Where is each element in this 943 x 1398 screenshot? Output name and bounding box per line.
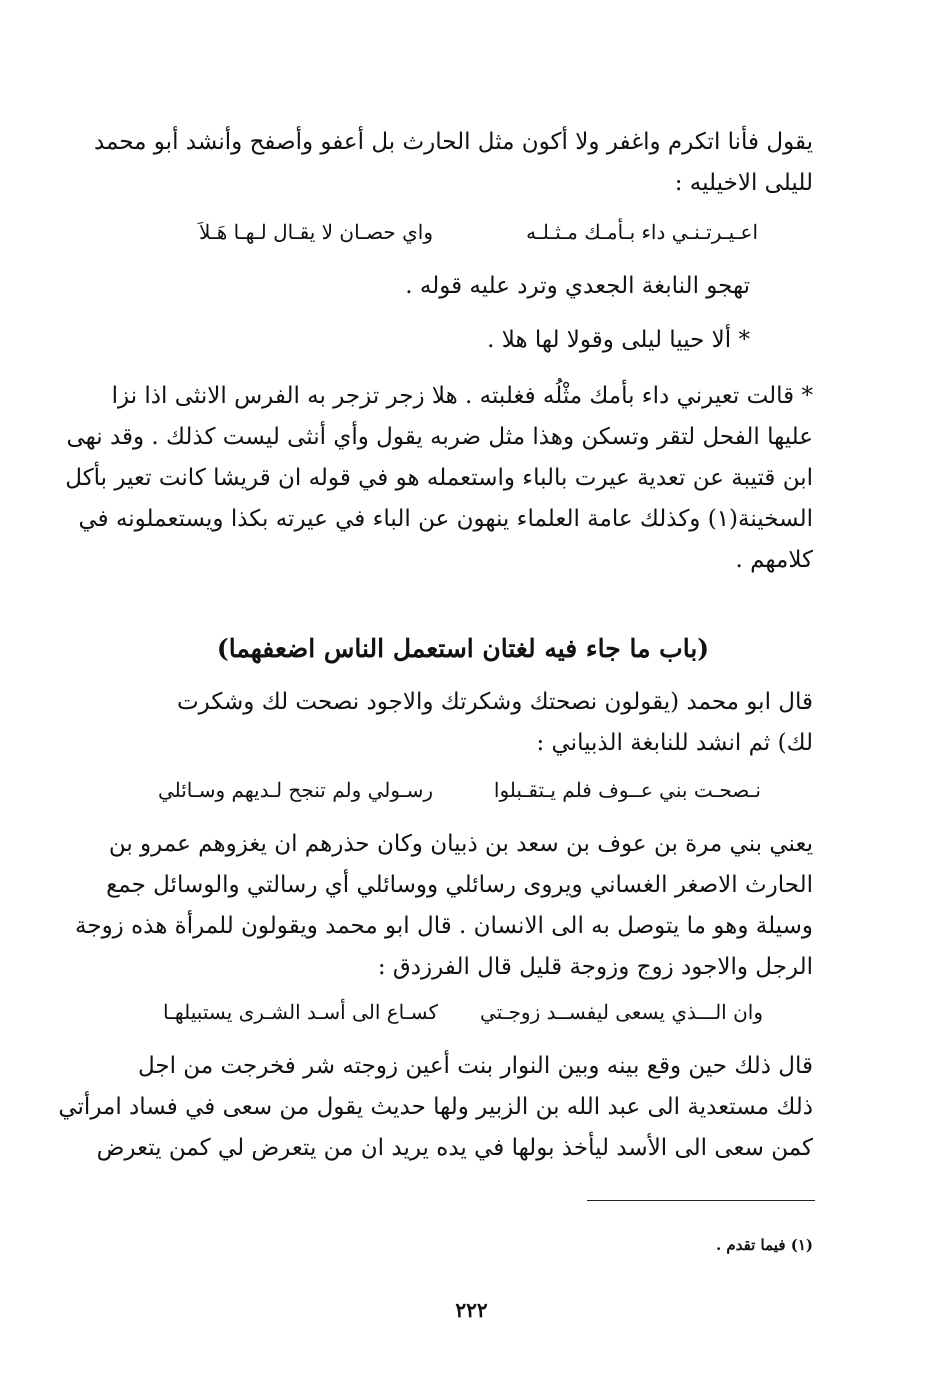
paragraph-line: كمن سعى الى الأسد ليأخذ بولها في يده يريد ان من يتعرض لي كمن يتعرض — [96, 1135, 813, 1161]
paragraph-5 — [58, 1046, 813, 1169]
paragraph-line: كلامهم . — [735, 547, 813, 573]
paragraph-line: قال ذلك حين وقع بينه وبين النوار بنت أعين زوجته شر فخرجت من اجل — [137, 1053, 813, 1079]
paragraph-line: يقول فأنا اتكرم واغفر ولا أكون مثل الحارث بل أعفو وأصفح وأنشد أبو محمد — [93, 129, 813, 155]
line-hala — [110, 320, 750, 361]
paragraph-line: وسيلة وهو ما يتوصل به الى الانسان . قال ابو محمد ويقولون للمرأة هذه زوجة — [75, 913, 813, 939]
paragraph-line: * ألا حييا ليلى وقولا لها هلا . — [487, 327, 750, 353]
paragraph-line: ذلك مستعدية الى عبد الله بن الزبير ولها حديث يقول من سعى في فساد امرأتي — [58, 1094, 813, 1120]
paragraph-line: الرجل والاجود زوج وزوجة قليل قال الفرزدق : — [377, 954, 813, 980]
paragraph-1 — [93, 122, 813, 204]
paragraph-line: قال ابو محمد (يقولون نصحتك وشكرتك والاجود نصحت لك وشكرت — [176, 689, 813, 715]
paragraph-line: لك) ثم انشد للنابغة الذبياني : — [536, 730, 813, 756]
paragraph-line: السخينة(١) وكذلك عامة العلماء ينهون عن الباء في عيرته بكذا ويستعملونه في — [78, 506, 813, 532]
verse-3-left-hemistich: كسـاع الى أسـد الشـرى يستبيلهـا — [162, 1000, 438, 1024]
paragraph-line: يعني بني مرة بن عوف بن سعد بن ذبيان وكان حذرهم ان يغزوهم عمرو بن — [108, 831, 813, 857]
paragraph-2 — [65, 376, 813, 581]
verse-1-left-hemistich: واي حصـان لا يقـال لـهـا هَـلاَ — [198, 220, 433, 244]
verse-1-right-hemistich: اعـيـرتـنـي داء بـأمـك مـثـلـه — [526, 220, 758, 244]
verse-2-left-hemistich: رسـولي ولم تنجح لـديهم وسـائلي — [157, 778, 433, 802]
paragraph-line: لليلى الاخيليه : — [674, 170, 813, 196]
section-heading: (باب ما جاء فيه لغتان استعمل الناس اضعفهما) — [216, 634, 710, 663]
paragraph-line: تهجو النابغة الجعدي وترد عليه قوله . — [405, 273, 750, 299]
verse-2-right-hemistich: نـصحـت بني عــوف فلم يـتقـبلوا — [493, 778, 761, 802]
paragraph-line: ابن قتيبة عن تعدية عيرت بالباء واستعمله هو في قوله ان قريشا كانت تعير بأكل — [65, 465, 813, 491]
footnote: (١) فيما تقدم . — [715, 1236, 813, 1254]
paragraph-line: * قالت تعيرني داء بأمك مثْلُه فغلبته . هلا زجر تزجر به الفرس الانثى اذا نزا — [111, 383, 813, 409]
paragraph-line: عليها الفحل لتقر وتسكن وهذا مثل ضربه يقول وأي أنثى ليست كذلك . وقد نهى — [66, 424, 813, 450]
page-number: ٢٢٢ — [455, 1298, 488, 1322]
verse-3-right-hemistich: وان الـــذي يسعى ليفســد زوجـتي — [480, 1000, 763, 1024]
paragraph-4 — [75, 824, 813, 988]
footnote-divider — [587, 1200, 815, 1201]
paragraph-line: الحارث الاصغر الغساني ويروى رسائلي ووسائلي أي رسالتي والوسائل جمع — [106, 872, 813, 898]
line-hajw — [110, 266, 750, 307]
paragraph-3 — [108, 682, 813, 764]
